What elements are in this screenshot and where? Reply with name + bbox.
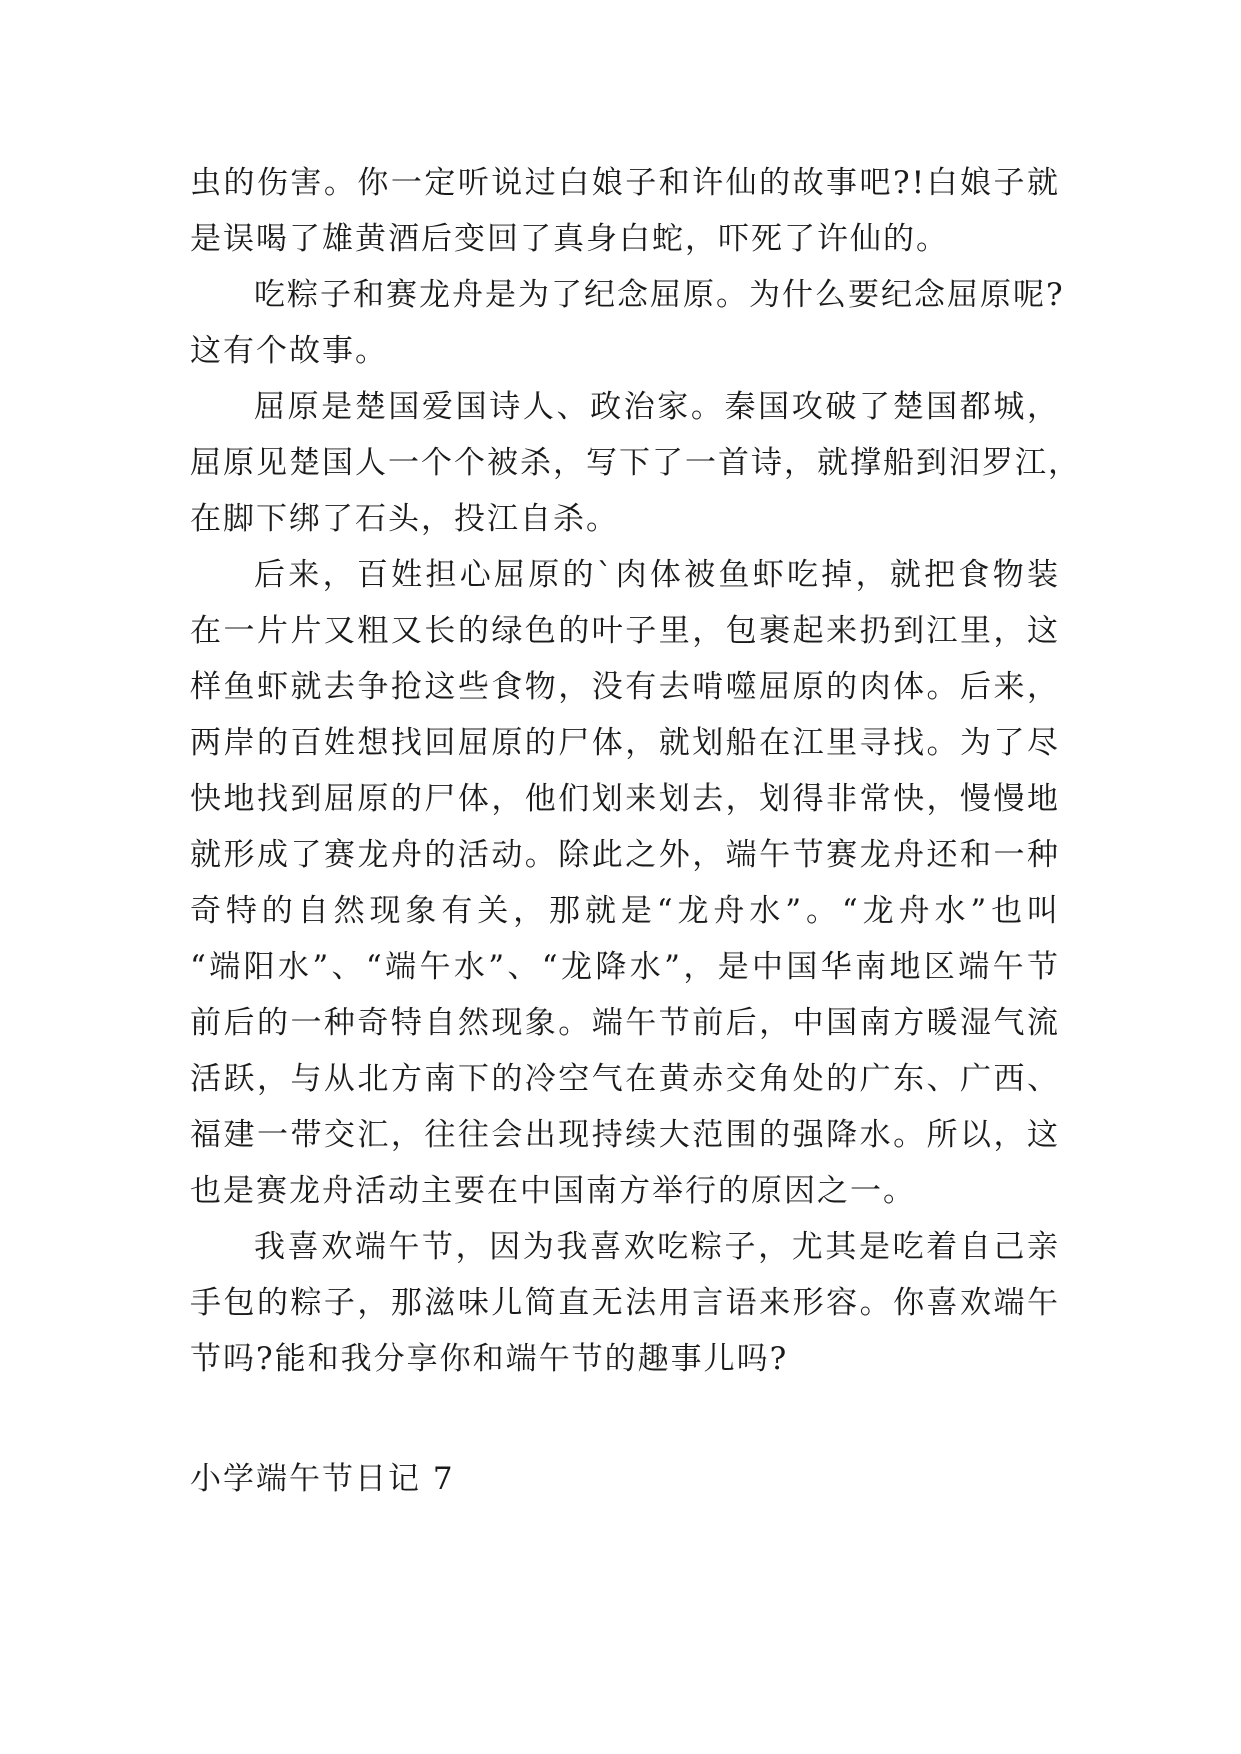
paragraph-2: [190, 267, 1065, 379]
text-line: 这有个故事。: [190, 333, 388, 369]
text-line: 屈原见楚国人一个个被杀，写下了一首诗，就撑船到汨罗江，: [190, 445, 1081, 481]
text-line: 虫的伤害。你一定听说过白娘子和许仙的故事吧?!白娘子就: [190, 165, 1060, 201]
text-line: 就形成了赛龙舟的活动。除此之外，端午节赛龙舟还和一种: [190, 837, 1060, 873]
text-line: 吃粽子和赛龙舟是为了纪念屈原。为什么要纪念屈原呢?: [254, 277, 1065, 313]
text-line: 手包的粽子，那滋味儿简直无法用言语来形容。你喜欢端午: [190, 1285, 1060, 1321]
paragraph-1: [190, 155, 1060, 267]
text-line: 节吗?能和我分享你和端午节的趣事儿吗?: [190, 1341, 789, 1377]
paragraph-5: [190, 1219, 1060, 1387]
paragraph-3: [190, 379, 1081, 547]
text-line: 两岸的百姓想找回屈原的尸体，就划船在江里寻找。为了尽: [190, 725, 1060, 761]
text-line: 屈原是楚国爱国诗人、政治家。秦国攻破了楚国都城，: [254, 389, 1060, 425]
text-line: 奇特的自然现象有关，那就是“龙舟水”。“龙舟水”也叫: [190, 893, 1060, 929]
text-line: 我喜欢端午节，因为我喜欢吃粽子，尤其是吃着自己亲: [254, 1229, 1060, 1265]
text-line: 在一片片又粗又长的绿色的叶子里，包裹起来扔到江里，这: [190, 613, 1060, 649]
section-title: 小学端午节日记 7: [190, 1461, 455, 1497]
text-line: 活跃，与从北方南下的冷空气在黄赤交角处的广东、广西、: [190, 1061, 1060, 1097]
paragraph-4: [190, 547, 1060, 1219]
text-line: 在脚下绑了石头，投江自杀。: [190, 501, 619, 537]
text-line: 前后的一种奇特自然现象。端午节前后，中国南方暖湿气流: [190, 1005, 1060, 1041]
text-line: “端阳水”、“端午水”、“龙降水”，是中国华南地区端午节: [190, 949, 1060, 985]
text-line: 是误喝了雄黄酒后变回了真身白蛇，吓死了许仙的。: [190, 221, 949, 257]
text-line: 后来，百姓担心屈原的`肉体被鱼虾吃掉，就把食物装: [254, 557, 1060, 593]
text-line: 样鱼虾就去争抢这些食物，没有去啃噬屈原的肉体。后来，: [190, 669, 1060, 705]
document-page: [190, 155, 1081, 1507]
text-line: 快地找到屈原的尸体，他们划来划去，划得非常快，慢慢地: [190, 781, 1060, 817]
text-line: 也是赛龙舟活动主要在中国南方举行的原因之一。: [190, 1173, 916, 1209]
text-line: 福建一带交汇，往往会出现持续大范围的强降水。所以，这: [190, 1117, 1060, 1153]
